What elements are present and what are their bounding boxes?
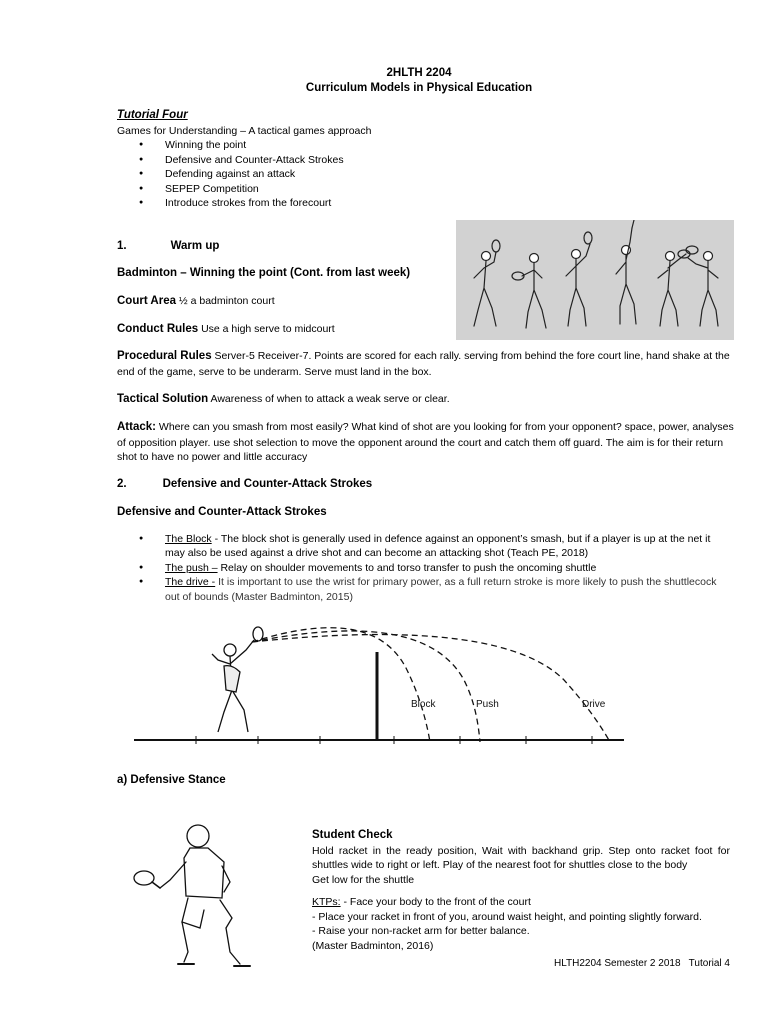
- tutorial-block: [117, 108, 737, 211]
- ktp-label: KTPs:: [312, 896, 341, 909]
- ktp-first-line: [312, 895, 730, 909]
- student-check-block: [312, 828, 730, 953]
- block-label: Block: [411, 699, 436, 710]
- student-check-title: Student Check: [312, 829, 393, 841]
- defensive-stance-heading: a) Defensive Stance: [117, 774, 226, 786]
- conduct-rules-text: Use a high serve to midcourt: [201, 323, 335, 335]
- attack-text: Where can you smash from most easily? What kind of shot are you looking for from your opponent? space, power, analyses of opposition player. use shot selection to move the opponent around the court and catch them off guard. The aim is for their return shot to have no power and little accuracy: [117, 421, 734, 464]
- court-area-label: Court Area: [117, 295, 176, 307]
- list-item: ● Defensive and Counter-Attack Strokes: [139, 153, 737, 167]
- stroke-term: The Block: [165, 533, 212, 545]
- student-check-text: Hold racket in the ready position, Wait with backhand grip. Step onto racket foot for shuttles wide to right or left. Play of the nearest foot for shuttles close to the body: [312, 844, 730, 872]
- tactical-solution-label: Tactical Solution: [117, 393, 209, 405]
- court-area-text: ½ a badminton court: [178, 295, 275, 307]
- tutorial-title: Tutorial Four: [117, 109, 188, 121]
- player-figure: [212, 627, 263, 732]
- defensive-stance-illustration: [130, 818, 270, 974]
- stance-figure: [130, 818, 270, 974]
- section2-number: 2.: [117, 478, 127, 490]
- student-check-text-2: Get low for the shuttle: [312, 873, 415, 886]
- trajectory-svg: [134, 620, 630, 750]
- stroke-desc: Relay on shoulder movements to and torso transfer to push the oncoming shuttle: [220, 561, 597, 574]
- section1-number: 1.: [117, 240, 127, 252]
- attack-label: Attack:: [117, 421, 156, 433]
- section2-heading: [117, 477, 372, 493]
- drive-trajectory: [252, 635, 610, 742]
- procedural-rules-label: Procedural Rules: [117, 350, 212, 362]
- tutorial-list: [139, 138, 737, 210]
- section1-subheading: Badminton – Winning the point (Cont. from last week): [117, 267, 411, 279]
- smash-sequence-figures: [456, 220, 734, 340]
- push-trajectory: [252, 631, 480, 742]
- page-footer: HLTH2204 Semester 2 2018 Tutorial 4: [553, 958, 730, 969]
- section2-subheading: Defensive and Counter-Attack Strokes: [117, 506, 327, 518]
- procedural-rules-text: Server-5 Receiver-7. Points are scored for each rally. serving from behind the fore court line, hand shake at the end of the game, serve to be underarm. Serve must land in the box.: [117, 350, 730, 378]
- tactical-solution-line: [117, 392, 450, 408]
- stroke-desc: It is important to use the wrist for primary power, as a full return stroke is more likely to push the shuttlecock out of bounds (Master Badminton, 2015): [165, 576, 717, 603]
- section1-title: Warm up: [170, 240, 220, 252]
- ktp-line: (Master Badminton, 2016): [312, 939, 434, 952]
- list-item: ● SEPEP Competition: [139, 182, 737, 196]
- course-code: 2HLTH 2204: [386, 67, 452, 79]
- stroke-desc: The block shot is generally used in defence against an opponent’s smash, but if a player is up at the net it may also be used against a drive shot and can become an attacking shot (Teach PE, 2018): [165, 533, 711, 560]
- list-item: [139, 575, 723, 604]
- list-item: ● Winning the point: [139, 138, 737, 152]
- court-area-line: [117, 294, 275, 310]
- stroke-sep: -: [211, 533, 221, 545]
- conduct-rules-line: [117, 322, 335, 338]
- conduct-rules-label: Conduct Rules: [117, 323, 199, 335]
- tactical-solution-text: Awareness of when to attack a weak serve or clear.: [210, 393, 450, 405]
- section1-heading: [117, 239, 219, 255]
- block-trajectory: [252, 628, 430, 742]
- stroke-term: The drive -: [165, 576, 216, 589]
- stroke-term: The push –: [165, 561, 218, 574]
- list-item: ● Defending against an attack: [139, 167, 737, 181]
- ktp-line: - Place your racket in front of you, around waist height, and pointing slightly forward.: [312, 910, 702, 923]
- tutorial-subtitle: Games for Understanding – A tactical games approach: [117, 124, 372, 137]
- list-item: [139, 532, 723, 561]
- drive-label: Drive: [582, 699, 606, 710]
- smash-sequence-image: [456, 220, 734, 340]
- strokes-list: [139, 532, 723, 604]
- section2-title: Defensive and Counter-Attack Strokes: [162, 478, 373, 490]
- course-title: Curriculum Models in Physical Education: [305, 82, 533, 94]
- list-item: [139, 561, 723, 575]
- procedural-rules-paragraph: [117, 349, 737, 379]
- attack-paragraph: [117, 420, 737, 465]
- stroke-trajectory-diagram: [134, 620, 630, 750]
- push-label: Push: [476, 699, 499, 710]
- ktp-text: - Face your body to the front of the court: [340, 896, 531, 909]
- ktp-line: - Raise your non-racket arm for better balance.: [312, 925, 530, 938]
- list-item: ● Introduce strokes from the forecourt: [139, 196, 737, 210]
